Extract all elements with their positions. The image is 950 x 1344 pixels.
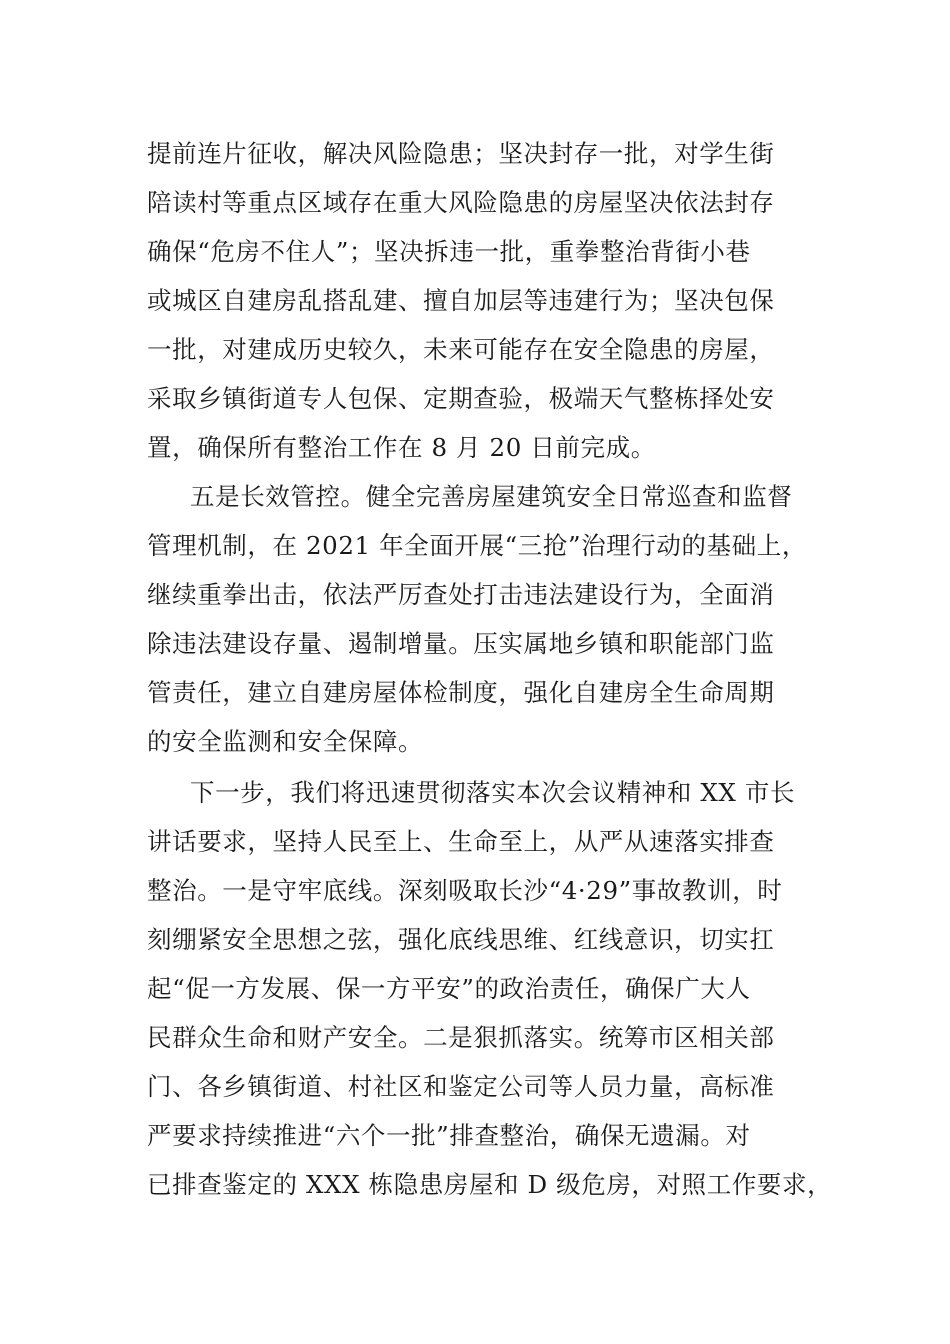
paragraph-line: 继续重拳出击，依法严厉查处打击违法建设行为，全面消 bbox=[147, 580, 775, 609]
paragraph-first-line: 五是长效管控。健全完善房屋建筑安全日常巡查和监督 bbox=[190, 482, 793, 511]
paragraph-line: 门、各乡镇街道、村社区和鉴定公司等人员力量，高标准 bbox=[147, 1072, 775, 1101]
paragraph-line: 的安全监测和安全保障。 bbox=[147, 727, 424, 756]
paragraph-line: 采取乡镇街道专人包保、定期查验，极端天气整栋择处安 bbox=[147, 384, 775, 413]
paragraph-line: 确保“危房不住人”；坚决拆违一批，重拳整治背街小巷 bbox=[147, 237, 751, 266]
paragraph-line: 刻绷紧安全思想之弦，强化底线思维、红线意识，切实扛 bbox=[147, 925, 775, 954]
paragraph-line: 除违法建设存量、遏制增量。压实属地乡镇和职能部门监 bbox=[147, 629, 775, 658]
paragraph-line: 已排查鉴定的 XXX 栋隐患房屋和 D 级危房，对照工作要求， bbox=[147, 1170, 833, 1199]
paragraph-line: 置，确保所有整治工作在 8 月 20 日前完成。 bbox=[147, 433, 656, 462]
paragraph-line: 一批，对建成历史较久，未来可能存在安全隐患的房屋， bbox=[147, 335, 775, 364]
paragraph-line: 管理机制，在 2021 年全面开展“三抢”治理行动的基础上， bbox=[147, 531, 807, 560]
paragraph-line: 管责任，建立自建房屋体检制度，强化自建房全生命周期 bbox=[147, 678, 775, 707]
paragraph-line: 民群众生命和财产安全。二是狠抓落实。统筹市区相关部 bbox=[147, 1023, 775, 1052]
paragraph-line: 提前连片征收，解决风险隐患；坚决封存一批，对学生街 bbox=[147, 139, 775, 168]
paragraph-line: 起“促一方发展、保一方平安”的政治责任，确保广大人 bbox=[147, 974, 751, 1003]
paragraph-line: 讲话要求，坚持人民至上、生命至上，从严从速落实排查 bbox=[147, 827, 775, 856]
paragraph-line: 陪读村等重点区域存在重大风险隐患的房屋坚决依法封存 bbox=[147, 188, 775, 217]
paragraph-line: 整治。一是守牢底线。深刻吸取长沙“4·29”事故教训，时 bbox=[147, 876, 783, 905]
paragraph-line: 或城区自建房乱搭乱建、擅自加层等违建行为；坚决包保 bbox=[147, 286, 775, 315]
paragraph-first-line: 下一步，我们将迅速贯彻落实本次会议精神和 XX 市长 bbox=[190, 778, 796, 807]
paragraph-line: 严要求持续推进“六个一批”排查整治，确保无遗漏。对 bbox=[147, 1121, 751, 1150]
